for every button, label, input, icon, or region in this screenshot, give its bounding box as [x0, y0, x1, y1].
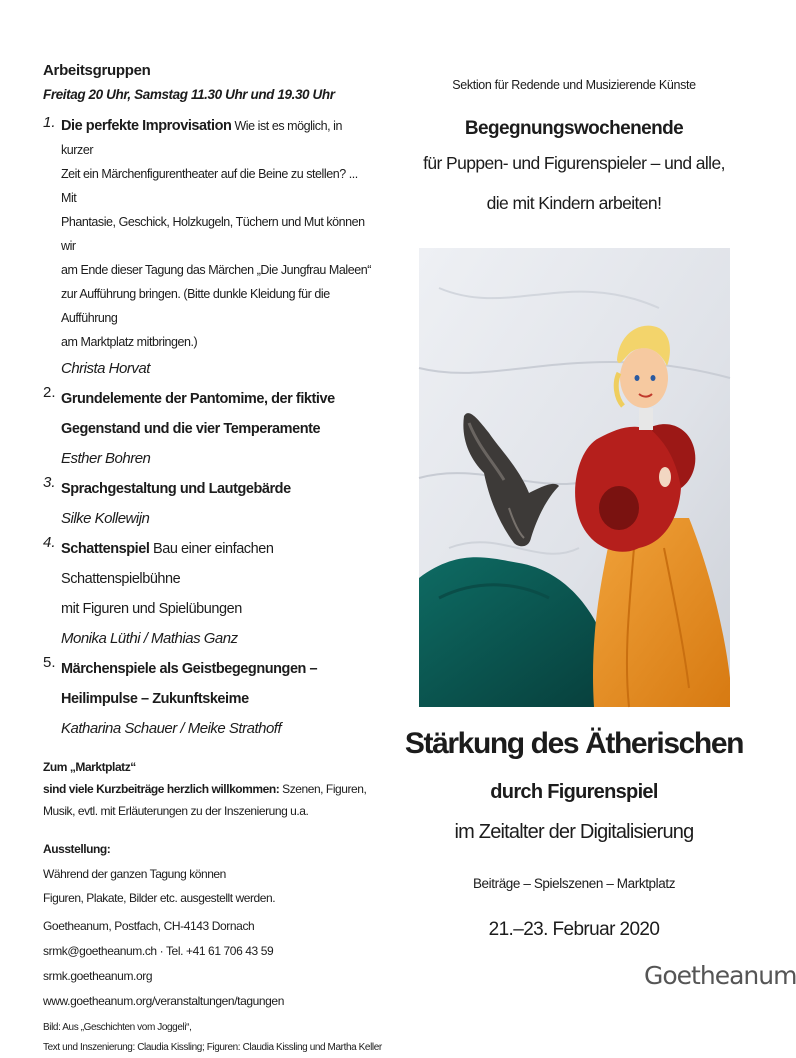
workgroup-title: Gegenstand und die vier Temperamente: [61, 421, 321, 437]
exhibition-line: Figuren, Plakate, Bilder etc. ausgestellt werden.: [43, 891, 276, 905]
workgroup-number: 3.: [43, 474, 56, 491]
event-type: Begegnungswochenende: [464, 118, 684, 139]
workgroup-number: 4.: [43, 534, 56, 551]
workgroup-title: Märchenspiele als Geistbegegnungen –: [61, 661, 318, 677]
credit-line: Text und Inszenierung: Claudia Kissling; Figuren: Claudia Kissling und Martha Keller: [43, 1042, 382, 1053]
subtitle: durch Figurenspiel: [490, 781, 658, 803]
marktplatz-invite: sind viele Kurzbeiträge herzlich willkommen:: [43, 782, 280, 796]
marktplatz-line: Musik, evtl. mit Erläuterungen zu der Inszenierung u.a.: [43, 804, 309, 818]
workgroup-desc-line: am Ende dieser Tagung das Märchen „Die Jungfrau Maleen“: [61, 263, 371, 277]
workgroup-author: Christa Horvat: [61, 360, 150, 377]
workgroup-desc-start: Wie ist es möglich, in kurzer: [61, 119, 342, 157]
workgroup-title: Sprachgestaltung und Lautgebärde: [61, 481, 291, 497]
workgroup-title: Grundelemente der Pantomime, der fiktive: [61, 391, 335, 407]
image-credits: [43, 1018, 382, 1058]
workgroup-author: Katharina Schauer / Meike Strathoff: [61, 720, 282, 737]
event-date: 21.–23. Februar 2020: [488, 919, 660, 940]
subtitle-secondary: im Zeitalter der Digitalisierung: [454, 821, 694, 843]
workgroup-5: [43, 654, 373, 744]
left-column: [43, 62, 382, 1058]
workgroup-2: [43, 384, 373, 474]
contact-block: [43, 914, 373, 1014]
workgroup-desc-line: am Marktplatz mitbringen.): [61, 335, 198, 349]
audience-line: für Puppen- und Figurenspieler – und alle,: [423, 153, 725, 173]
puppet-illustration: [419, 248, 730, 707]
workgroup-title: Schattenspiel: [61, 541, 150, 557]
section-name: Sektion für Redende und Musizierende Künste: [452, 78, 696, 92]
workgroup-author: Esther Bohren: [61, 450, 151, 467]
workgroup-title: Die perfekte Improvisation: [61, 118, 232, 134]
workgroup-author: Monika Lüthi / Mathias Ganz: [61, 630, 238, 647]
workgroup-desc-line: Phantasie, Geschick, Holzkugeln, Tüchern und Mut können wir: [61, 215, 365, 253]
workgroup-desc-line: Zeit ein Märchenfigurentheater auf die Beine zu stellen? ... Mit: [61, 167, 358, 205]
workgroups-schedule: Freitag 20 Uhr, Samstag 11.30 Uhr und 19.30 Uhr: [43, 87, 335, 102]
workgroup-desc-line: zur Aufführung bringen. (Bitte dunkle Kleidung für die Aufführung: [61, 287, 330, 325]
workgroup-title: Heilimpulse – Zukunftskeime: [61, 691, 249, 707]
contact-website-link[interactable]: srmk.goetheanum.org: [43, 969, 153, 983]
workgroup-number: 5.: [43, 654, 56, 671]
workgroup-author: Silke Kollewijn: [61, 510, 150, 527]
contact-email-phone: srmk@goetheanum.ch · Tel. +41 61 706 43 59: [43, 944, 274, 958]
credit-line: Bild: Aus „Geschichten vom Joggeli“,: [43, 1022, 192, 1033]
workgroup-1: [43, 114, 373, 384]
exhibition-line: Während der ganzen Tagung können: [43, 867, 226, 881]
workgroup-number: 2.: [43, 384, 56, 401]
workgroups-heading: Arbeitsgruppen: [43, 62, 151, 79]
marktplatz-section: [43, 756, 373, 822]
goetheanum-logo: Goetheanum: [644, 961, 796, 990]
exhibition-heading: Ausstellung:: [43, 842, 111, 856]
contact-events-link[interactable]: www.goetheanum.org/veranstaltungen/tagungen: [43, 994, 284, 1008]
tagline: Beiträge – Spielszenen – Marktplatz: [472, 876, 676, 891]
workgroup-number: 1.: [43, 114, 56, 131]
marktplatz-invite-rest: Szenen, Figuren,: [279, 782, 367, 796]
audience-line: die mit Kindern arbeiten!: [486, 193, 662, 213]
marktplatz-heading: Zum „Marktplatz“: [43, 760, 136, 774]
workgroup-3: [43, 474, 373, 534]
cover-photo-puppets: [419, 248, 730, 707]
exhibition-section: [43, 838, 373, 910]
workgroup-desc-line: mit Figuren und Spielübungen: [61, 601, 242, 617]
main-title: Stärkung des Ätherischen: [404, 727, 744, 760]
workgroup-4: [43, 534, 373, 654]
workgroup-desc-start: Bau einer einfachen Schattenspielbühne: [61, 541, 274, 587]
contact-address: Goetheanum, Postfach, CH-4143 Dornach: [43, 919, 255, 933]
